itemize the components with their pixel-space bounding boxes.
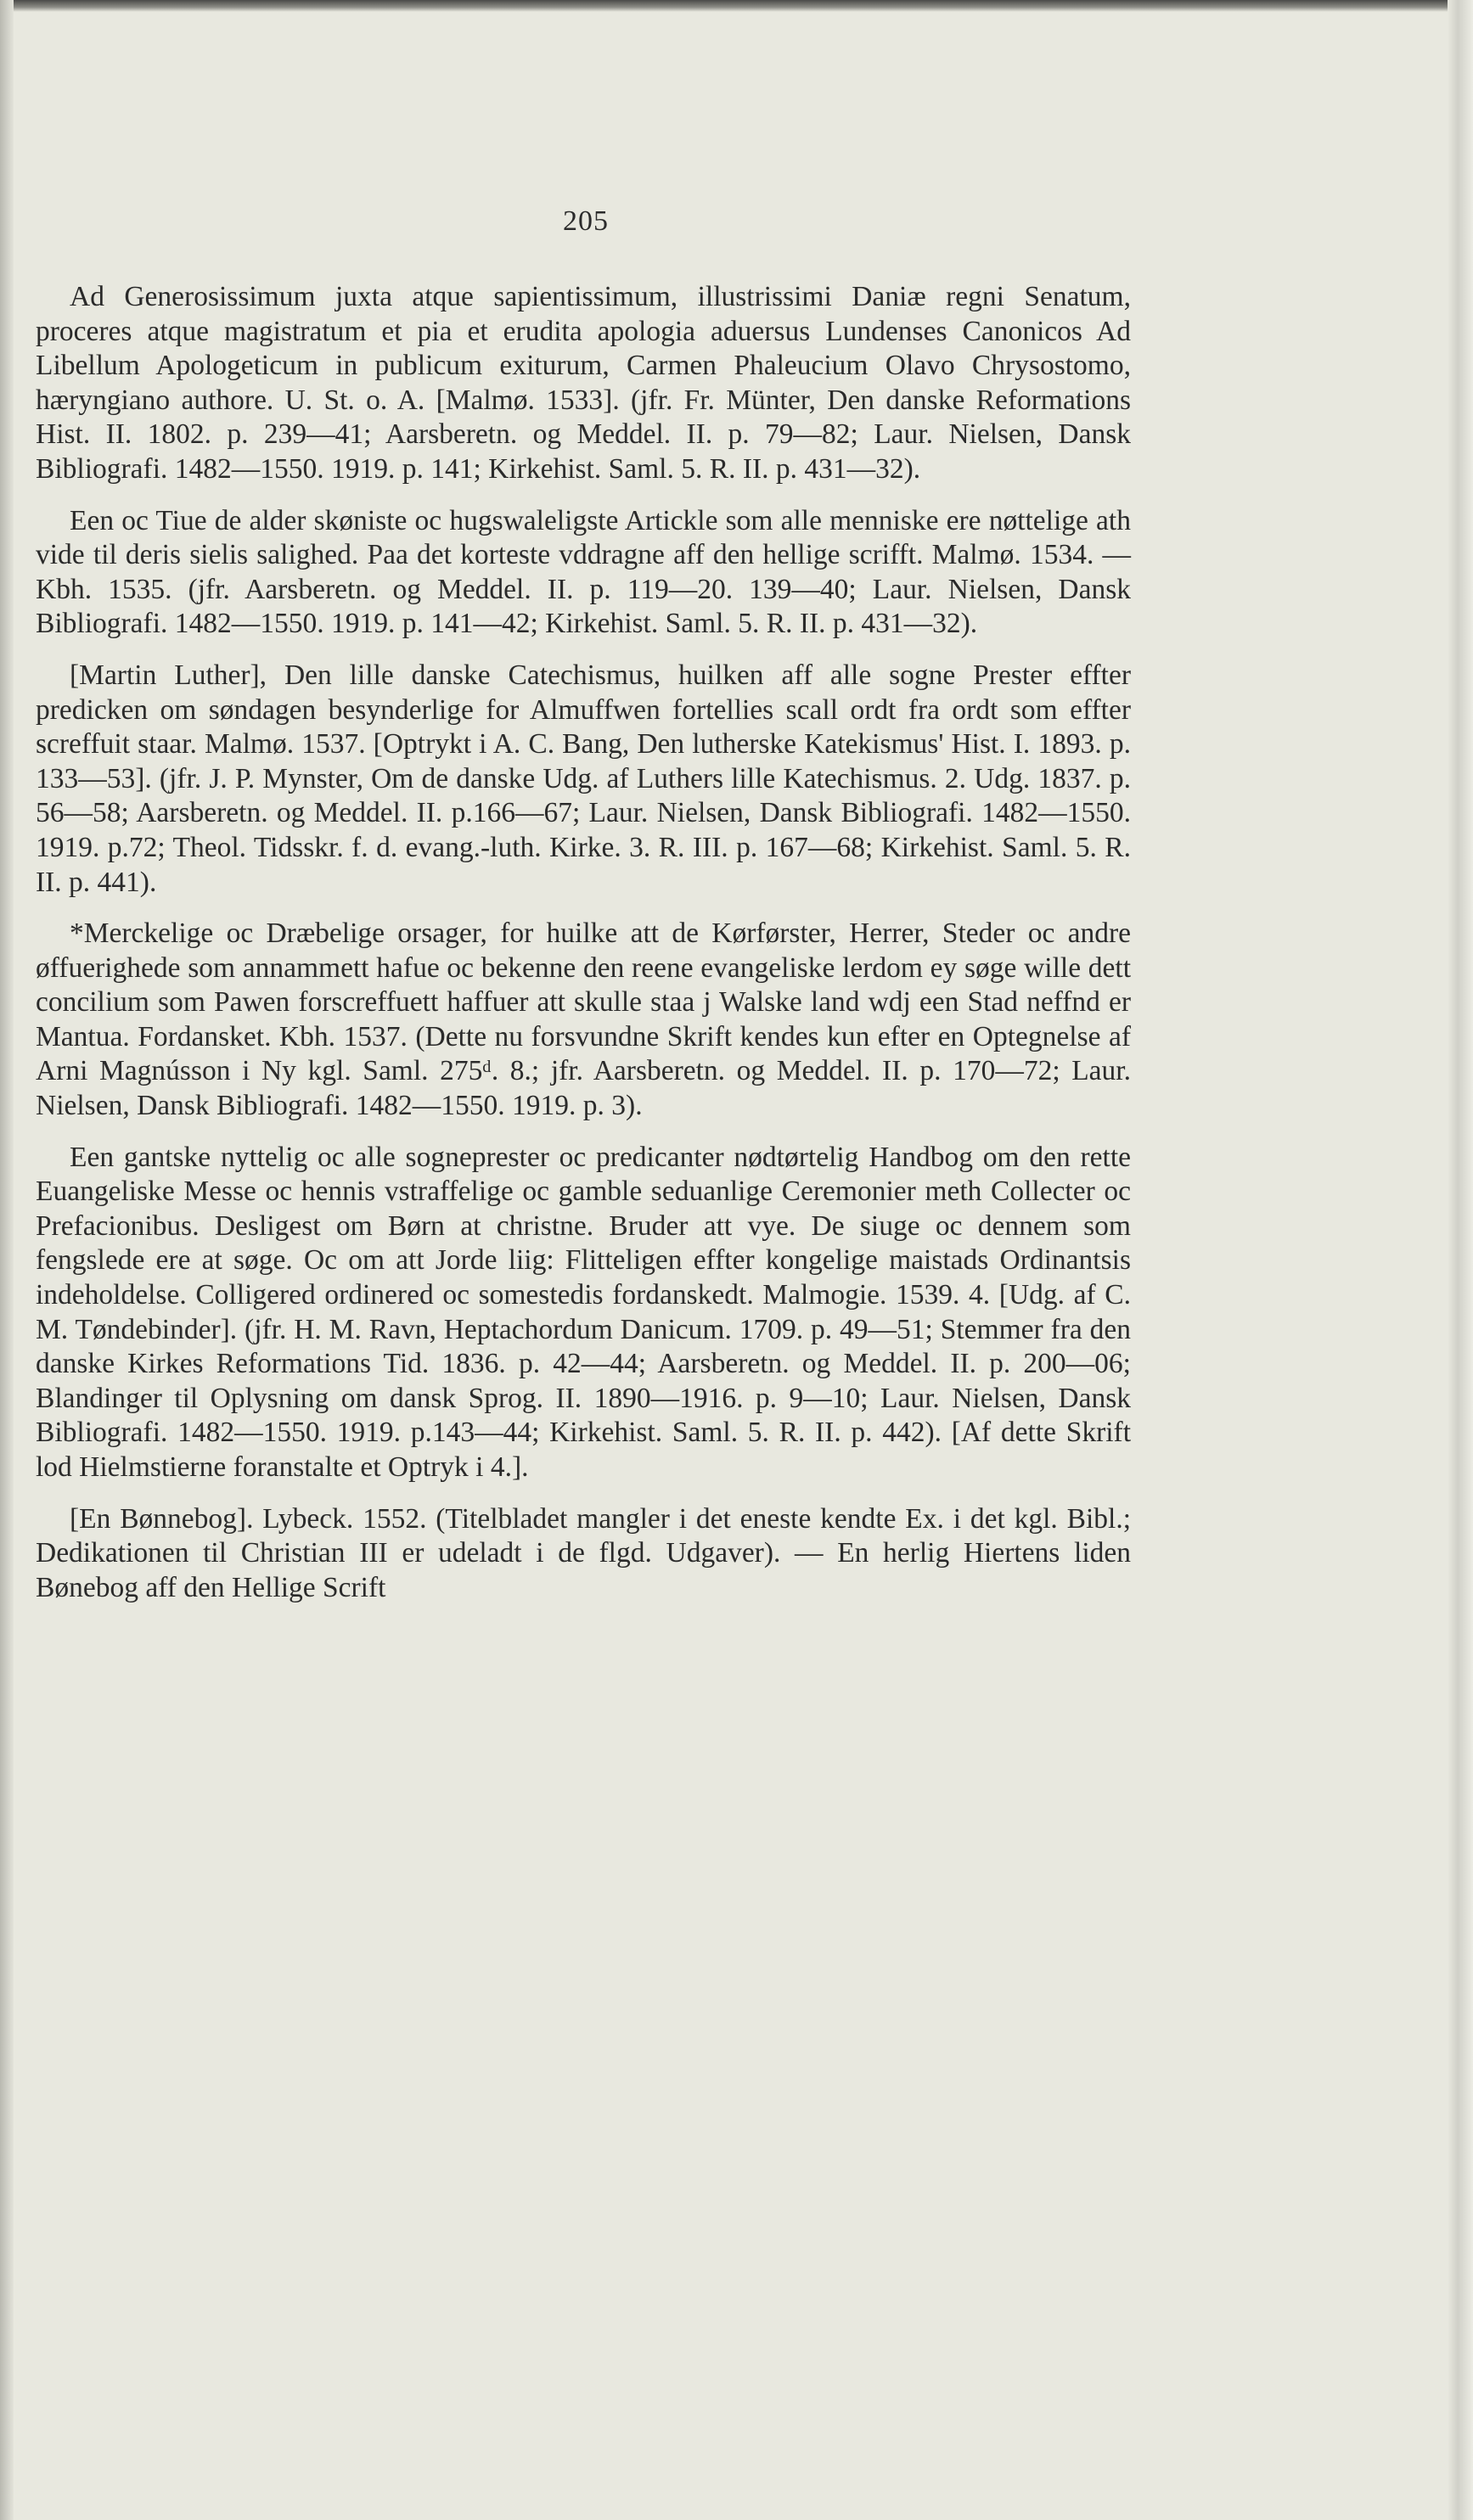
scan-left-edge [0,0,14,2520]
scan-right-edge [1448,0,1473,2520]
scan-top-edge [0,0,1473,12]
bibliography-entry-een-oc-tiue-artickle: Een oc Tiue de alder skøniste oc hugswaleligste Artickle som alle menniske ere nøttelige ath vide til deris sielis salighed. Paa det korteste vddragne aff den hellige scrifft. Malmø. 1534. — Kbh. 1535. (jfr. Aarsberetn. og Meddel. II. p. 119—20. 139—40; Laur. Nielsen, Dansk Bibliografi. 1482—1550. 1919. p. 141—42; Kirkehist. Saml. 5. R. II. p. 431—32). [36,504,1131,640]
bibliography-entry-lille-danske-catechismus: [Martin Luther], Den lille danske Catechismus, huilken aff alle sogne Prester effter predicken om søndagen besynderlige for Almuffwen fortellies scall ordt fra ordt som effter screffuit staar. Malmø. 1537. [Optrykt i A. C. Bang, Den lutherske Katekismus' Hist. I. 1893. p. 133—53]. (jfr. J. P. Mynster, Om de danske Udg. af Luthers lille Katechismus. 2. Udg. 1837. p. 56—58; Aarsberetn. og Meddel. II. p.166—67; Laur. Nielsen, Dansk Bibliografi. 1482—1550. 1919. p.72; Theol. Tidsskr. f. d. evang.-luth. Kirke. 3. R. III. p. 167—68; Kirkehist. Saml. 5. R. II. p. 441). [36,659,1131,898]
page-number: 205 [563,205,609,237]
bibliography-entry-handbog: Een gantske nyttelig oc alle sogneprester oc predicanter nødtørtelig Handbog om den rette Euangeliske Messe oc hennis vstraffelige oc gamble seduanlige Ceremonier meth Collecter oc Prefacionibus. Desligest om Børn at christne. Bruder att vye. De siuge oc dennem som fengslede ere at søge. Oc om att Jorde liig: Flitteligen effter kongelige maistads Ordinantsis indeholdelse. Colligered ordinered oc somestedis fordanskedt. Malmogie. 1539. 4. [Udg. af C. M. Tøndebinder]. (jfr. H. M. Ravn, Heptachordum Danicum. 1709. p. 49—51; Stemmer fra den danske Kirkes Reformations Tid. 1836. p. 42—44; Aarsberetn. og Meddel. II. p. 200—06; Blandinger til Oplysning om dansk Sprog. II. 1890—1916. p. 9—10; Laur. Nielsen, Dansk Bibliografi. 1482—1550. 1919. p.143—44; Kirkehist. Saml. 5. R. II. p. 442). [Af dette Skrift lod Hielmstierne foranstalte et Optryk i 4.]. [36,1141,1131,1483]
bibliography-text [36,280,1131,1605]
bibliography-entry-olavo-chrysostomo: Ad Generosissimum juxta atque sapientissimum, illustrissimi Daniæ regni Senatum, proceres atque magistratum et pia et erudita apologia aduersus Lundenses Canonicos Ad Libellum Apologeticum in publicum exiturum, Carmen Phaleucium Olavo Chrysostomo, hæryngiano authore. U. St. o. A. [Malmø. 1533]. (jfr. Fr. Münter, Den danske Reformations Hist. II. 1802. p. 239—41; Aarsberetn. og Meddel. II. p. 79—82; Laur. Nielsen, Dansk Bibliografi. 1482—1550. 1919. p. 141; Kirkehist. Saml. 5. R. II. p. 431—32). [36,281,1131,485]
bibliography-entry-merckelige-orsager: *Merckelige oc Dræbelige orsager, for huilke att de Kørførster, Herrer, Steder oc andre øffuerighede som annammett hafue oc bekenne den reene evangeliske lerdom ey søge wille dett concilium som Pawen forscreffuett haffuer att skulle staa j Walske land wdj een Stad neffnd er Mantua. Fordansket. Kbh. 1537. (Dette nu forsvundne Skrift kendes kun efter en Optegnelse af Arni Magnússon i Ny kgl. Saml. 275ᵈ. 8.; jfr. Aarsberetn. og Meddel. II. p. 170—72; Laur. Nielsen, Dansk Bibliografi. 1482—1550. 1919. p. 3). [36,918,1131,1122]
bibliography-entry-bonnebog: [En Bønnebog]. Lybeck. 1552. (Titelbladet mangler i det eneste kendte Ex. i det kgl. Bibl.; Dedikationen til Christian III er udeladt i de flgd. Udgaver). — En herlig Hiertens liden Bønebog aff den Hellige Scrift [36,1502,1131,1603]
